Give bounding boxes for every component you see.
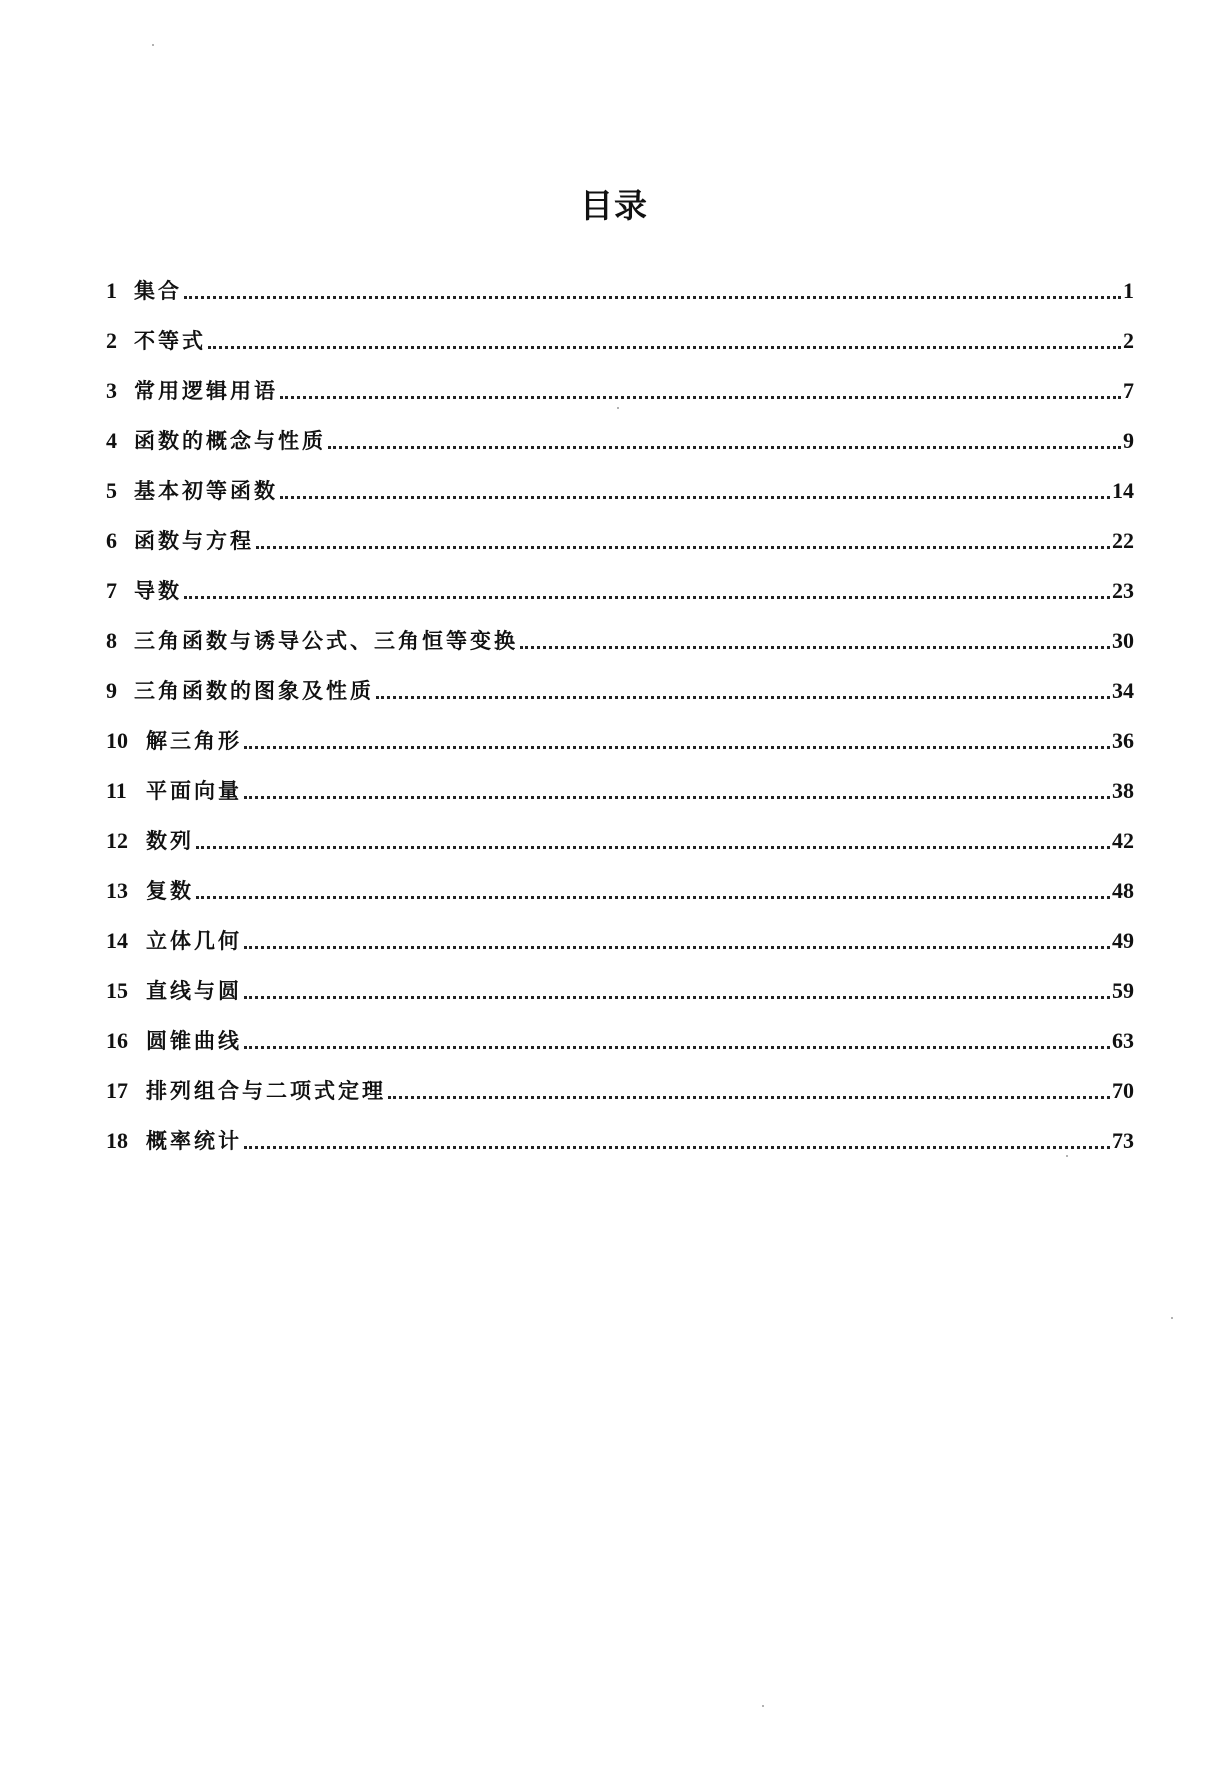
toc-dot-leader — [520, 646, 1110, 649]
toc-entry-number: 12 — [106, 828, 128, 853]
toc-entry-page: 30 — [1112, 628, 1134, 653]
toc-dot-leader — [388, 1096, 1110, 1099]
toc-entry-page: 70 — [1112, 1078, 1134, 1103]
toc-entry-label: 导数 — [134, 578, 182, 603]
toc-dot-leader — [256, 546, 1110, 549]
toc-dot-leader — [196, 846, 1110, 849]
toc-entry-number: 18 — [106, 1128, 128, 1153]
toc-entry[interactable] — [106, 854, 1134, 904]
toc-dot-leader — [328, 446, 1121, 449]
scan-speck — [617, 407, 619, 409]
toc-entry[interactable] — [106, 804, 1134, 854]
toc-entry[interactable] — [106, 954, 1134, 1004]
toc-entry-label: 函数与方程 — [134, 528, 254, 553]
toc-entry-label: 数列 — [146, 828, 194, 853]
toc-entry[interactable] — [106, 1104, 1134, 1154]
toc-entry-page: 34 — [1112, 678, 1134, 703]
toc-entry-page: 63 — [1112, 1028, 1134, 1053]
toc-entry-number: 16 — [106, 1028, 128, 1053]
toc-entry[interactable] — [106, 504, 1134, 554]
toc-entry-number: 4 — [106, 428, 117, 453]
toc-dot-leader — [196, 896, 1110, 899]
toc-entry-label: 三角函数的图象及性质 — [134, 678, 374, 703]
toc-entry-number: 14 — [106, 928, 128, 953]
page-title: 目录 — [580, 186, 648, 225]
toc-dot-leader — [244, 796, 1110, 799]
toc-entry-page: 2 — [1123, 328, 1134, 353]
toc-entry-label: 复数 — [146, 878, 194, 903]
toc-entry-number: 5 — [106, 478, 117, 503]
toc-entry-page: 22 — [1112, 528, 1134, 553]
toc-dot-leader — [244, 1146, 1110, 1149]
scan-speck — [1066, 1155, 1068, 1157]
toc-entry-label: 三角函数与诱导公式、三角恒等变换 — [134, 628, 518, 653]
toc-entry-number: 3 — [106, 378, 117, 403]
toc-dot-leader — [244, 946, 1110, 949]
toc-entry-page: 9 — [1123, 428, 1134, 453]
scan-speck — [1171, 1317, 1173, 1319]
toc-entry-number: 10 — [106, 728, 128, 753]
toc-dot-leader — [280, 396, 1121, 399]
toc-entry[interactable] — [106, 404, 1134, 454]
toc-entry-page: 38 — [1112, 778, 1134, 803]
toc-entry[interactable] — [106, 654, 1134, 704]
toc-entry-label: 排列组合与二项式定理 — [146, 1078, 386, 1103]
toc-entry-number: 15 — [106, 978, 128, 1003]
toc-entry[interactable] — [106, 704, 1134, 754]
toc-list — [106, 254, 1134, 1154]
toc-entry[interactable] — [106, 1054, 1134, 1104]
toc-dot-leader — [376, 696, 1110, 699]
toc-entry[interactable] — [106, 554, 1134, 604]
toc-entry-page: 23 — [1112, 578, 1134, 603]
toc-entry-page: 7 — [1123, 378, 1134, 403]
toc-entry-label: 概率统计 — [146, 1128, 242, 1153]
toc-entry[interactable] — [106, 604, 1134, 654]
toc-entry-number: 13 — [106, 878, 128, 903]
toc-entry-label: 不等式 — [134, 328, 206, 353]
toc-entry[interactable] — [106, 904, 1134, 954]
toc-dot-leader — [208, 346, 1121, 349]
toc-entry-page: 59 — [1112, 978, 1134, 1003]
toc-entry-page: 48 — [1112, 878, 1134, 903]
scan-speck — [948, 1098, 950, 1100]
toc-dot-leader — [280, 496, 1110, 499]
toc-dot-leader — [184, 596, 1110, 599]
toc-entry-label: 直线与圆 — [146, 978, 242, 1003]
toc-entry-number: 17 — [106, 1078, 128, 1103]
toc-entry-page: 1 — [1123, 278, 1134, 303]
toc-entry-page: 73 — [1112, 1128, 1134, 1153]
toc-entry[interactable] — [106, 304, 1134, 354]
toc-entry-page: 42 — [1112, 828, 1134, 853]
toc-entry-label: 集合 — [134, 278, 182, 303]
toc-entry[interactable] — [106, 254, 1134, 304]
toc-entry-label: 平面向量 — [146, 778, 242, 803]
toc-entry-number: 1 — [106, 278, 117, 303]
toc-entry-page: 36 — [1112, 728, 1134, 753]
toc-entry-number: 7 — [106, 578, 117, 603]
toc-entry[interactable] — [106, 354, 1134, 404]
toc-entry-number: 8 — [106, 628, 117, 653]
toc-dot-leader — [244, 996, 1110, 999]
toc-entry-number: 11 — [106, 778, 127, 803]
toc-entry-label: 常用逻辑用语 — [134, 378, 278, 403]
scan-speck — [762, 1705, 764, 1707]
toc-entry-label: 圆锥曲线 — [146, 1028, 242, 1053]
toc-dot-leader — [184, 296, 1121, 299]
toc-entry-page: 49 — [1112, 928, 1134, 953]
toc-entry-number: 9 — [106, 678, 117, 703]
toc-entry[interactable] — [106, 754, 1134, 804]
toc-entry-number: 6 — [106, 528, 117, 553]
scan-speck — [152, 44, 154, 46]
toc-dot-leader — [244, 746, 1110, 749]
toc-entry-page: 14 — [1112, 478, 1134, 503]
toc-entry-label: 基本初等函数 — [134, 478, 278, 503]
toc-entry[interactable] — [106, 1004, 1134, 1054]
toc-entry[interactable] — [106, 454, 1134, 504]
toc-entry-label: 解三角形 — [146, 728, 242, 753]
toc-entry-label: 函数的概念与性质 — [134, 428, 326, 453]
toc-entry-label: 立体几何 — [146, 928, 242, 953]
toc-entry-number: 2 — [106, 328, 117, 353]
toc-dot-leader — [244, 1046, 1110, 1049]
